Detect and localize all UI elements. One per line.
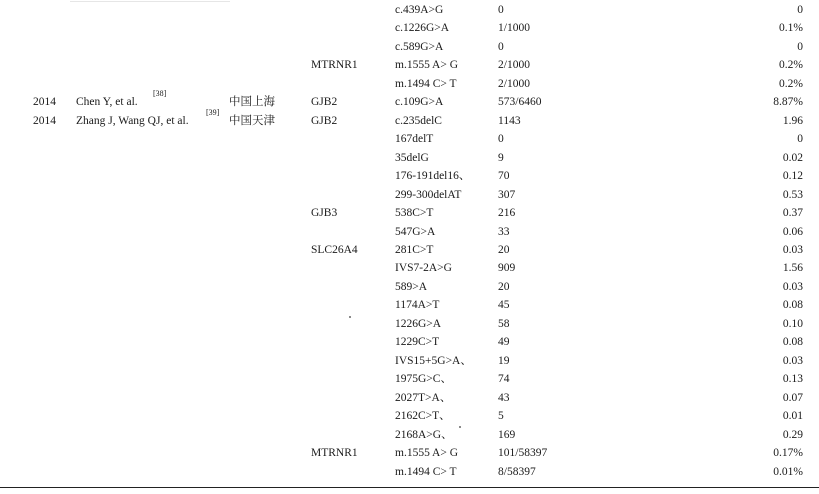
table-row (0, 462, 819, 482)
table-row (0, 203, 819, 223)
rate-cell: 0.08 (782, 299, 803, 312)
count-cell: 1/1000 (498, 22, 530, 35)
gene-cell: SLC26A4 (311, 243, 358, 256)
mutation-cell: 1229C>T (395, 336, 440, 349)
table-row (0, 314, 819, 334)
count-cell: 20 (498, 280, 510, 293)
mutation-cell: 176-191del16、 (395, 170, 471, 183)
count-cell: 33 (498, 225, 510, 238)
mutation-cell: m.1494 C> T (395, 465, 457, 478)
rate-cell: 0.08 (782, 336, 803, 349)
count-cell: 20 (498, 243, 510, 256)
mutation-cell: m.1555 A> G (395, 59, 459, 72)
table-row (0, 295, 819, 315)
count-cell: 0 (498, 40, 504, 53)
table-row (0, 37, 819, 57)
mutation-cell: c.109G>A (395, 96, 444, 109)
rate-cell: 0.03 (782, 243, 803, 256)
rate-cell: 0.29 (782, 428, 803, 441)
table-row (0, 222, 819, 242)
rate-cell: 0.02 (782, 151, 803, 164)
bottom-rule (0, 487, 819, 488)
count-cell: 2/1000 (498, 59, 530, 72)
rate-cell: 0.03 (782, 280, 803, 293)
table-row (0, 185, 819, 205)
count-cell: 101/58397 (498, 447, 548, 460)
table-row (0, 425, 819, 445)
table-row (0, 351, 819, 371)
rate-cell: 0.12 (782, 170, 803, 183)
mutation-cell: IVS15+5G>A、 (395, 354, 472, 367)
count-cell: 45 (498, 299, 510, 312)
count-cell: 70 (498, 170, 510, 183)
table-row (0, 0, 819, 20)
count-cell: 1143 (498, 114, 521, 127)
table-row (0, 443, 819, 463)
mutation-cell: 35delG (395, 151, 429, 164)
count-cell: 58 (498, 317, 510, 330)
gene-cell: GJB2 (311, 114, 338, 127)
count-cell: 909 (498, 262, 516, 275)
mutation-cell: IVS7-2A>G (395, 262, 452, 275)
rate-cell: 0.37 (782, 207, 803, 220)
rate-cell: 8.87% (773, 96, 803, 109)
rate-cell: 0.13 (782, 373, 803, 386)
rate-cell: 1.56 (782, 262, 803, 275)
gene-cell: GJB3 (311, 207, 338, 220)
mutation-cell: c.589G>A (395, 40, 444, 53)
mutation-cell: m.1494 C> T (395, 77, 457, 90)
mutation-cell: 1174A>T (395, 299, 440, 312)
count-cell: 74 (498, 373, 510, 386)
count-cell: 0 (498, 133, 504, 146)
mutation-cell: 547G>A (395, 225, 436, 238)
count-cell: 9 (498, 151, 504, 164)
count-cell: 5 (498, 410, 504, 423)
mutation-cell: c.1226G>A (395, 22, 450, 35)
city-cell: 中国天津 (229, 114, 275, 127)
table-row (0, 55, 819, 75)
rate-cell: 1.96 (782, 114, 803, 127)
table-row (0, 277, 819, 297)
table-row (0, 388, 819, 408)
mutation-cell: 299-300delAT (395, 188, 462, 201)
rate-cell: 0 (797, 40, 803, 53)
count-cell: 43 (498, 391, 510, 404)
city-cell: 中国上海 (229, 96, 275, 109)
count-cell: 169 (498, 428, 516, 441)
mutation-cell: 589>A (395, 280, 428, 293)
year-cell: 2014 (33, 114, 56, 127)
mutation-cell: m.1555 A> G (395, 447, 459, 460)
rate-cell: 0.07 (782, 391, 803, 404)
mutation-cell: 281C>T (395, 243, 434, 256)
rate-cell: 0.2% (779, 59, 803, 72)
rate-cell: 0.01 (782, 410, 803, 423)
table-row (0, 240, 819, 260)
mutation-cell: 1975G>C、 (395, 373, 452, 386)
table-row (0, 18, 819, 38)
table-row: 2014 Chen Y, et al. [38] 中国上海 GJB2 c.109G>A 573/6460 8.87% (33, 89, 803, 109)
rate-cell: 0 (797, 133, 803, 146)
rate-cell: 0.17% (773, 447, 803, 460)
rate-cell: 0.2% (779, 77, 803, 90)
table-row (0, 74, 819, 94)
author-cell: Zhang J, Wang QJ, et al. (76, 114, 189, 127)
mutation-cell: 1226G>A (395, 317, 442, 330)
author-cell: Chen Y, et al. (76, 96, 138, 109)
count-cell: 19 (498, 354, 510, 367)
gene-cell: GJB2 (311, 96, 338, 109)
rate-cell: 0.06 (782, 225, 803, 238)
mutation-cell: 538C>T (395, 207, 434, 220)
rate-cell: 0.1% (779, 22, 803, 35)
count-cell: 307 (498, 188, 516, 201)
table-row (0, 258, 819, 278)
table-row (0, 148, 819, 168)
table-row: 2014 Zhang J, Wang QJ, et al. [39] 中国天津 GJB2 c.235delC 1143 1.96 (33, 107, 803, 127)
rate-cell: 0.53 (782, 188, 803, 201)
count-cell: 2/1000 (498, 77, 530, 90)
year-cell: 2014 (33, 96, 56, 109)
mutation-cell: c.439A>G (395, 4, 444, 16)
table-row (0, 406, 819, 426)
count-cell: 216 (498, 207, 516, 220)
rate-cell: 0.10 (782, 317, 803, 330)
mutation-cell: 2162C>T、 (395, 410, 451, 423)
mutation-cell: c.235delC (395, 114, 442, 127)
table-row (0, 166, 819, 186)
count-cell: 8/58397 (498, 465, 536, 478)
mutation-cell: 2168A>G、 (395, 428, 453, 441)
count-cell: 0 (498, 4, 504, 16)
table-row (0, 332, 819, 352)
scan-speck (349, 316, 351, 318)
gene-cell: MTRNR1 (311, 59, 358, 72)
gene-cell: MTRNR1 (311, 447, 358, 460)
table-row (0, 129, 819, 149)
rate-cell: 0 (797, 4, 803, 16)
rate-cell: 0.01% (773, 465, 803, 478)
table-row (0, 369, 819, 389)
rate-cell: 0.03 (782, 354, 803, 367)
count-cell: 49 (498, 336, 510, 349)
scan-speck (459, 426, 461, 428)
mutation-cell: 167delT (395, 133, 434, 146)
count-cell: 573/6460 (498, 96, 542, 109)
mutation-cell: 2027T>A、 (395, 391, 452, 404)
